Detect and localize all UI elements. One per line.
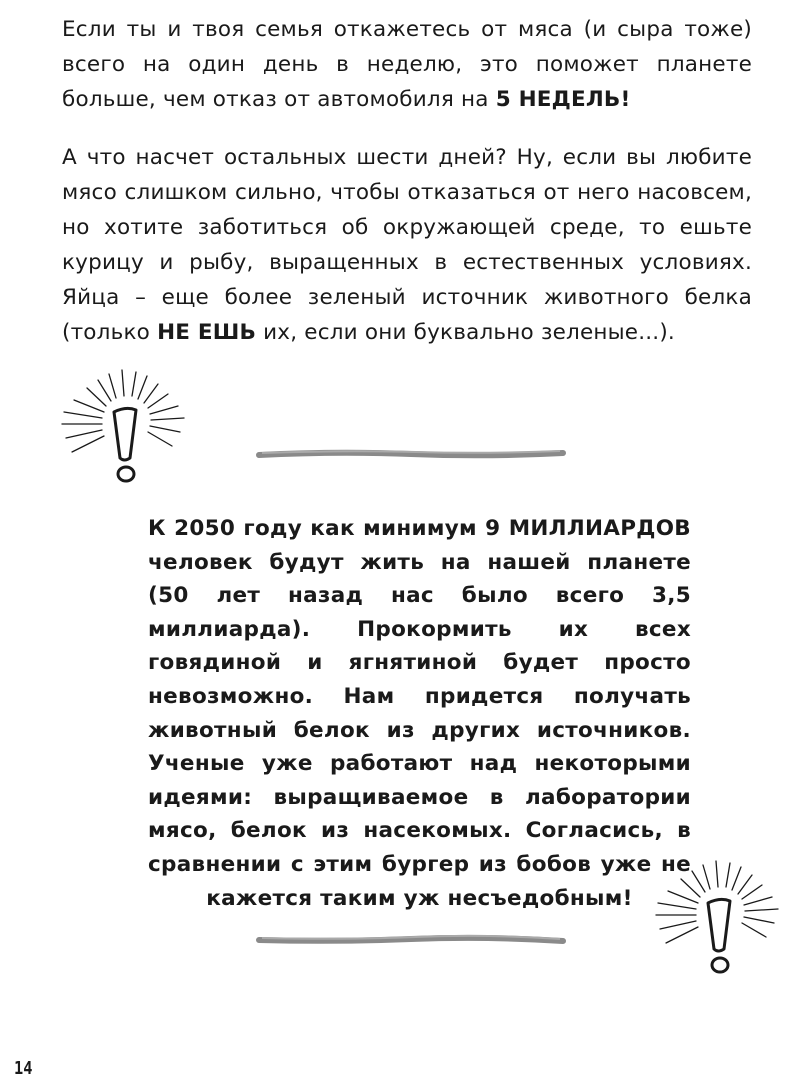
callout-fact: К 2050 году как минимум 9 МИЛЛИАРДОВ человек будут жить на нашей планете (50 лет назад нас было всего 3,5 миллиарда). Прокормить их всех говядиной и ягнятиной будет просто невозможно. Нам придется получать животный белок из других источников. Ученые уже работают над некоторыми идеями: выращиваемое в лаборатории мясо, белок из насекомых. Согласись, в сравнении с этим бургер из бобов уже не кажется таким уж несъедобным! bbox=[148, 516, 691, 911]
divider-bottom bbox=[256, 933, 566, 947]
second-emphasis: НЕ ЕШЬ bbox=[157, 320, 257, 345]
page-number: 14 bbox=[14, 1058, 33, 1079]
intro-paragraph bbox=[62, 12, 752, 117]
divider-top bbox=[256, 447, 566, 461]
intro-emphasis: 5 НЕДЕЛЬ! bbox=[495, 87, 631, 112]
exclamation-burst-icon bbox=[648, 857, 788, 982]
second-text-start: А что насчет остальных шести дней? Ну, если вы любите мясо слишком сильно, чтобы отказаться от него насовсем, но хотите заботиться об окружающей среде, то ешьте курицу и рыбу, выращенных в естественных условиях. Яйца – еще более зеленый источник животного белка (только bbox=[62, 145, 752, 345]
second-text-end: их, если они буквально зеленые...). bbox=[256, 320, 675, 345]
exclamation-burst-icon bbox=[54, 366, 194, 491]
intro-text: Если ты и твоя семья откажетесь от мяса (и сыра тоже) всего на один день в неделю, это поможет планете больше, чем отказ от автомобиля на bbox=[62, 17, 752, 112]
second-paragraph bbox=[62, 140, 752, 350]
